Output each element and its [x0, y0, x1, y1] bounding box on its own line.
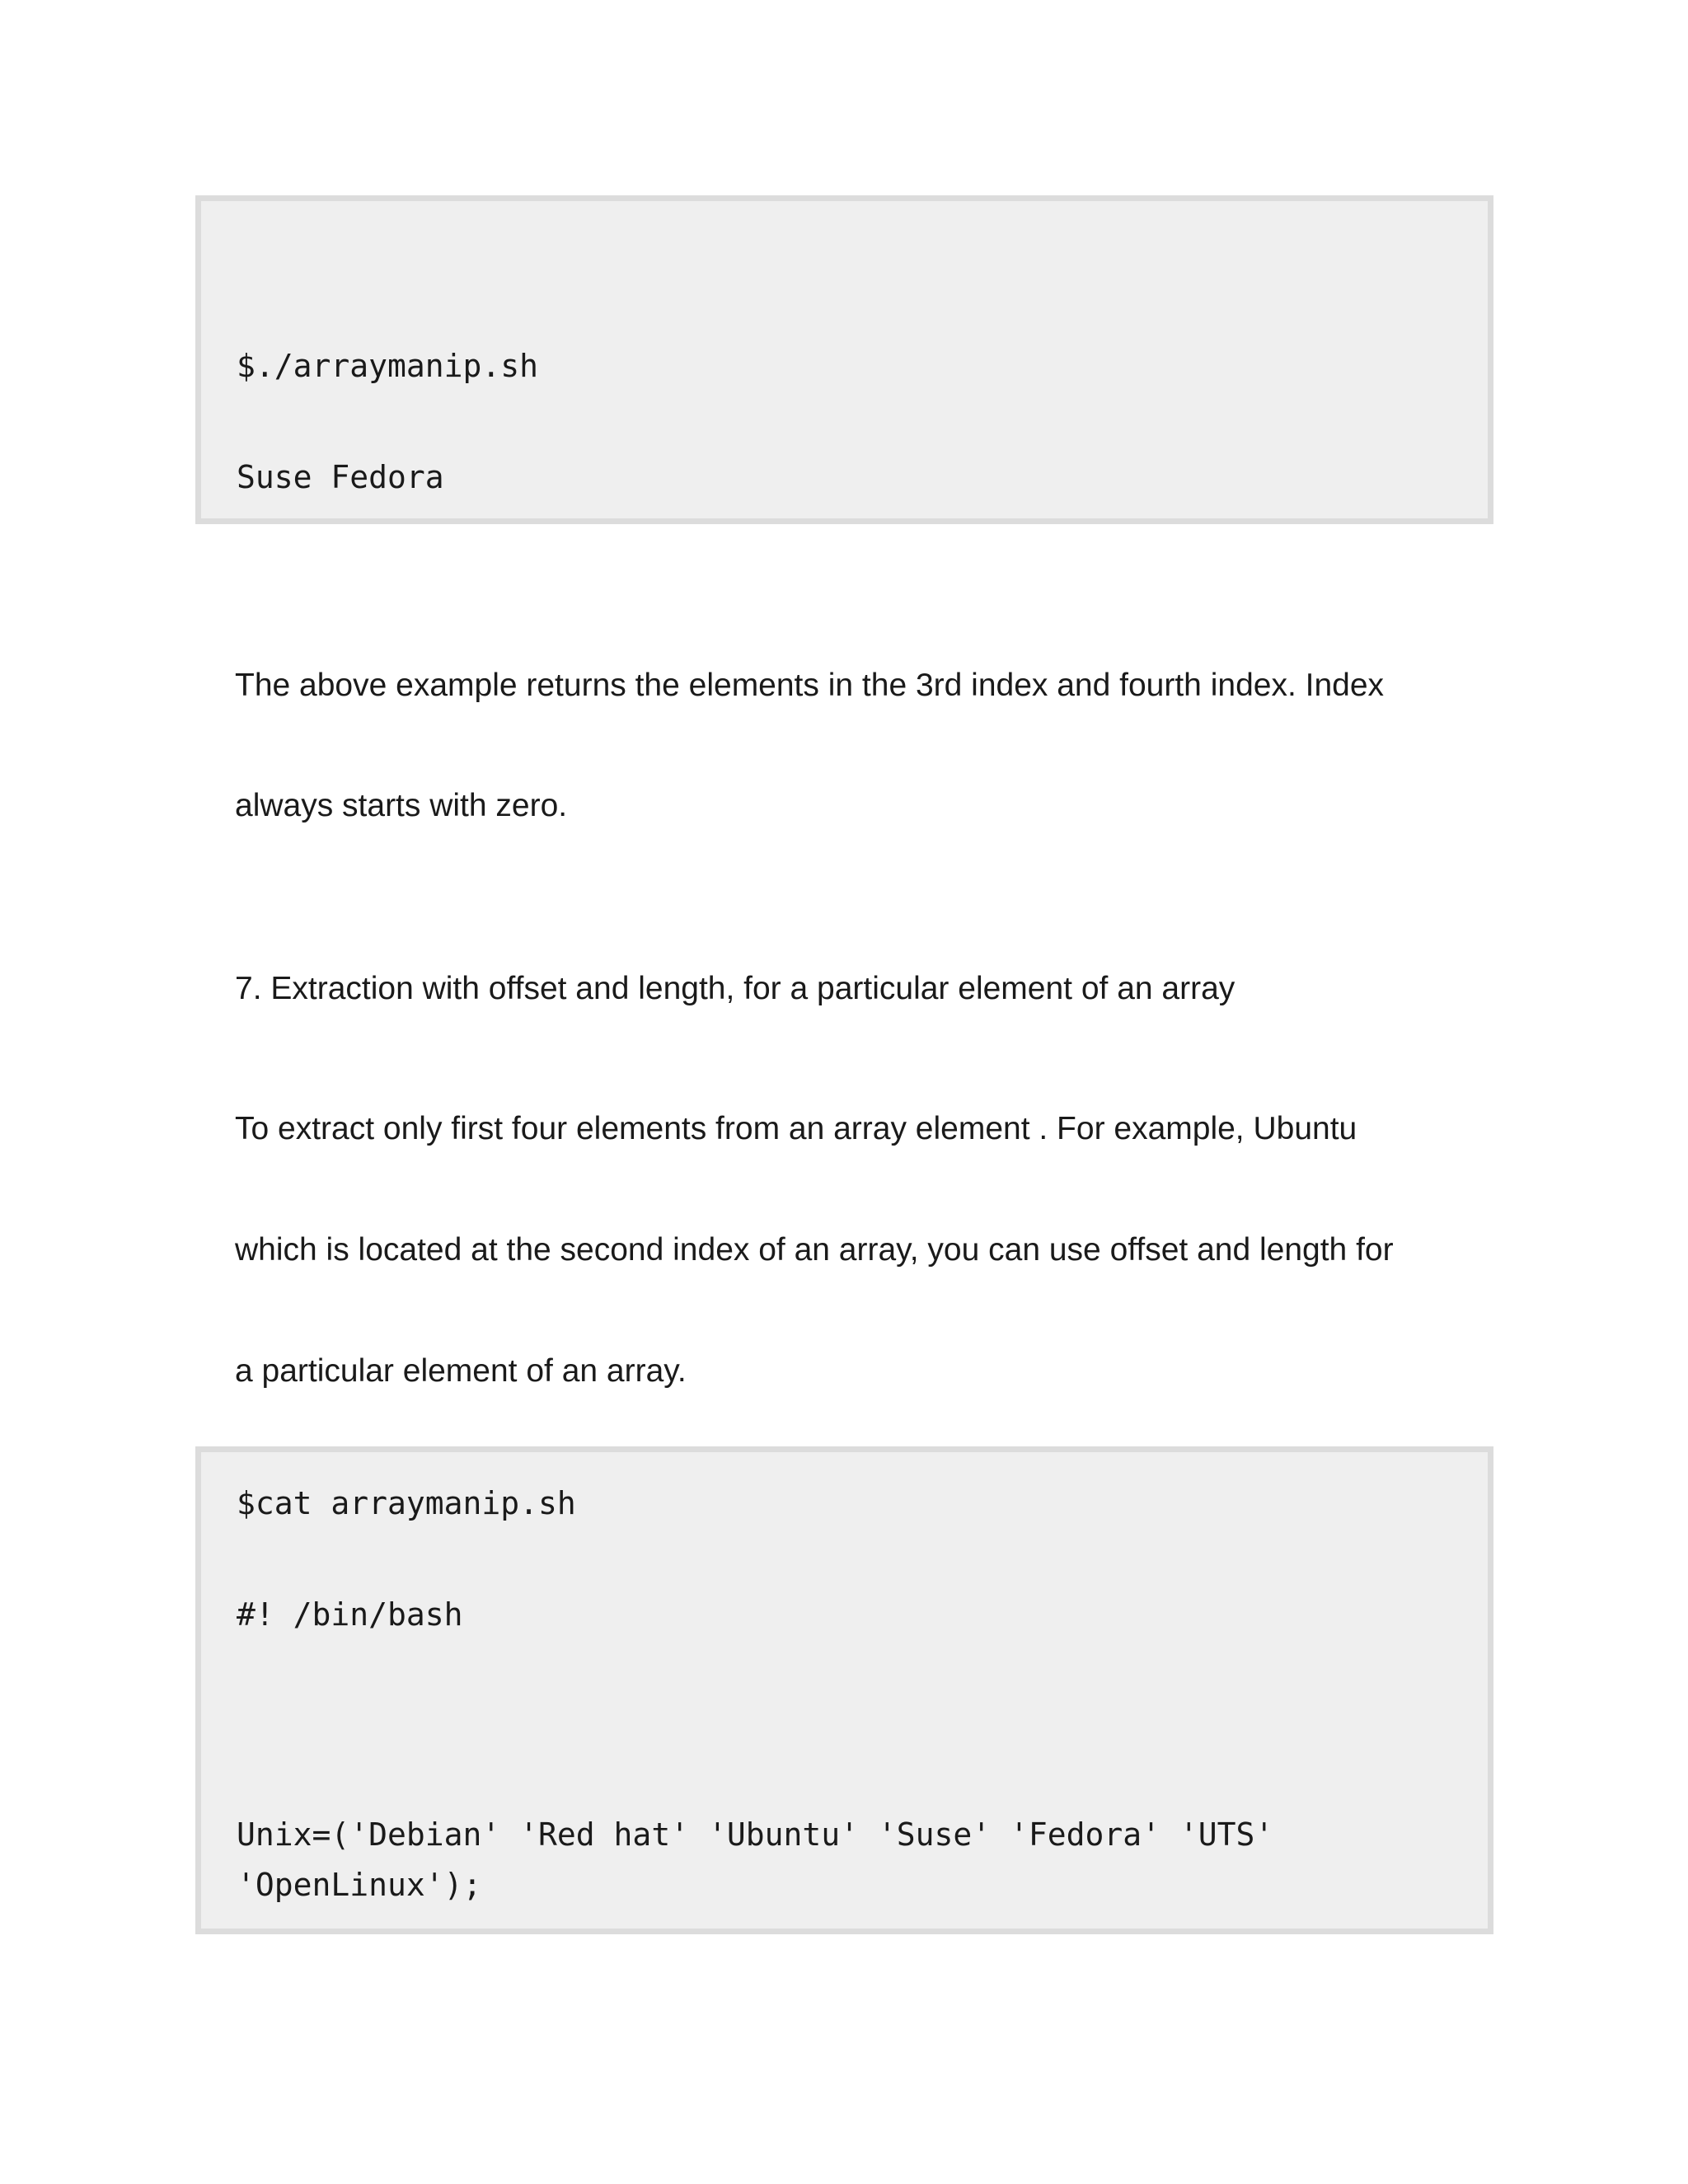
code-line: $./arraymanip.sh — [237, 348, 539, 384]
code-line: Unix=('Debian' 'Red hat' 'Ubuntu' 'Suse' 'Fedora' 'UTS' — [237, 1816, 1274, 1853]
section-heading: 7. Extraction with offset and length, for a particular element of an array — [235, 971, 1236, 1006]
code-line: $cat arraymanip.sh — [237, 1485, 576, 1521]
explanation-line: always starts with zero. — [235, 788, 568, 823]
description-line: which is located at the second index of an array, you can use offset and length for — [235, 1232, 1394, 1268]
code-line: #! /bin/bash — [237, 1596, 463, 1633]
description-line: To extract only first four elements from an array element . For example, Ubuntu — [235, 1111, 1357, 1146]
description-line: a particular element of an array. — [235, 1353, 687, 1389]
code-line: Suse Fedora — [237, 459, 444, 495]
code-line: 'OpenLinux'); — [237, 1867, 482, 1903]
explanation-line: The above example returns the elements in the 3rd index and fourth index. Index — [235, 668, 1385, 703]
output-code-block — [195, 195, 1493, 524]
script-code-block — [195, 1446, 1493, 1934]
